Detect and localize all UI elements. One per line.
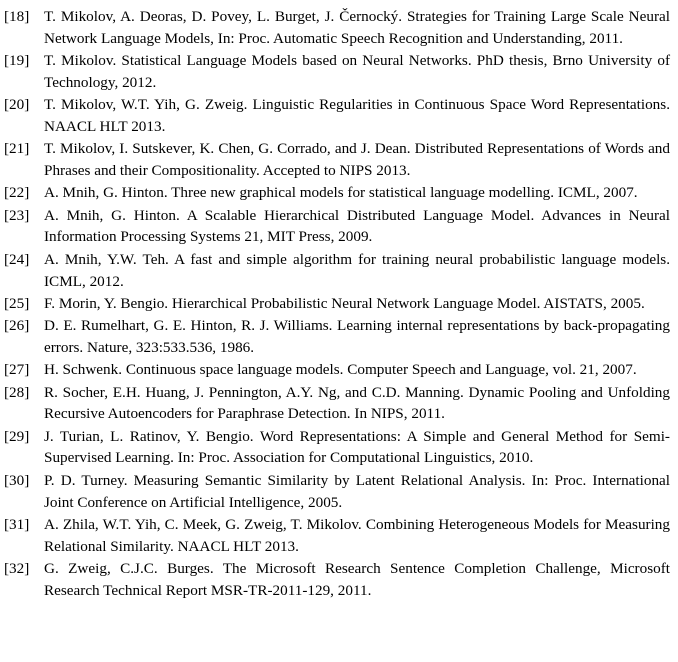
reference-text: A. Mnih, G. Hinton. Three new graphical models for statistical language modelling. ICML, 2007. [44,184,638,202]
reference-number: [23] [4,206,30,224]
reference-item [4,138,670,182]
reference-item [4,359,670,381]
reference-text: P. D. Turney. Measuring Semantic Similarity by Latent Relational Analysis. In: Proc. International Joint Conference on Artificial Intelligence, 2005. [44,471,670,511]
reference-text: A. Mnih, Y.W. Teh. A fast and simple algorithm for training neural probabilistic language models. ICML, 2012. [44,250,670,290]
reference-number: [22] [4,184,30,202]
reference-item [4,382,670,426]
reference-list [4,6,670,602]
reference-number: [25] [4,294,30,312]
reference-item [4,315,670,359]
reference-number: [19] [4,52,30,70]
reference-text: J. Turian, L. Ratinov, Y. Bengio. Word Representations: A Simple and General Method for Semi-Supervised Learning. In: Proc. Association for Computational Linguistics, 2010. [44,427,670,467]
reference-text: R. Socher, E.H. Huang, J. Pennington, A.Y. Ng, and C.D. Manning. Dynamic Pooling and Unfolding Recursive Autoencoders for Paraphrase Detection. In NIPS, 2011. [44,383,670,423]
reference-number: [18] [4,8,30,25]
reference-number: [26] [4,317,30,335]
reference-item [4,426,670,470]
reference-item [4,249,670,293]
reference-text: G. Zweig, C.J.C. Burges. The Microsoft Research Sentence Completion Challenge, Microsoft Research Technical Report MSR-TR-2011-129, 2011. [44,559,670,599]
reference-item [4,558,670,602]
reference-number: [21] [4,140,30,158]
reference-item [4,50,670,94]
reference-number: [24] [4,250,30,268]
reference-number: [28] [4,383,30,401]
reference-item [4,6,670,50]
reference-text: T. Mikolov, A. Deoras, D. Povey, L. Burget, J. Černocký. Strategies for Training Large Scale Neural Network Language Models, In: Proc. Automatic Speech Recognition and Understanding, 2011. [44,8,670,47]
reference-text: T. Mikolov. Statistical Language Models based on Neural Networks. PhD thesis, Brno University of Technology, 2012. [44,52,670,91]
reference-text: A. Mnih, G. Hinton. A Scalable Hierarchical Distributed Language Model. Advances in Neural Information Processing Systems 21, MIT Press, 2009. [44,206,670,246]
reference-text: D. E. Rumelhart, G. E. Hinton, R. J. Williams. Learning internal representations by back-propagating errors. Nature, 323:533.536, 1986. [44,317,670,356]
reference-number: [31] [4,515,30,533]
reference-item [4,293,670,315]
reference-text: A. Zhila, W.T. Yih, C. Meek, G. Zweig, T. Mikolov. Combining Heterogeneous Models for Measuring Relational Similarity. NAACL HLT 2013. [44,515,670,555]
reference-number: [20] [4,96,30,114]
reference-number: [29] [4,427,30,445]
reference-text: F. Morin, Y. Bengio. Hierarchical Probabilistic Neural Network Language Model. AISTATS, 2005. [44,294,645,312]
reference-item [4,182,670,204]
reference-item [4,514,670,558]
reference-text: T. Mikolov, I. Sutskever, K. Chen, G. Corrado, and J. Dean. Distributed Representations of Words and Phrases and their Compositionality. Accepted to NIPS 2013. [44,140,670,180]
reference-text: H. Schwenk. Continuous space language models. Computer Speech and Language, vol. 21, 2007. [44,361,637,379]
reference-number: [30] [4,471,30,489]
reference-text: T. Mikolov, W.T. Yih, G. Zweig. Linguistic Regularities in Continuous Space Word Representations. NAACL HLT 2013. [44,96,670,135]
reference-number: [27] [4,361,30,379]
reference-item [4,470,670,514]
reference-number: [32] [4,559,30,577]
reference-item [4,94,670,138]
reference-item [4,205,670,249]
